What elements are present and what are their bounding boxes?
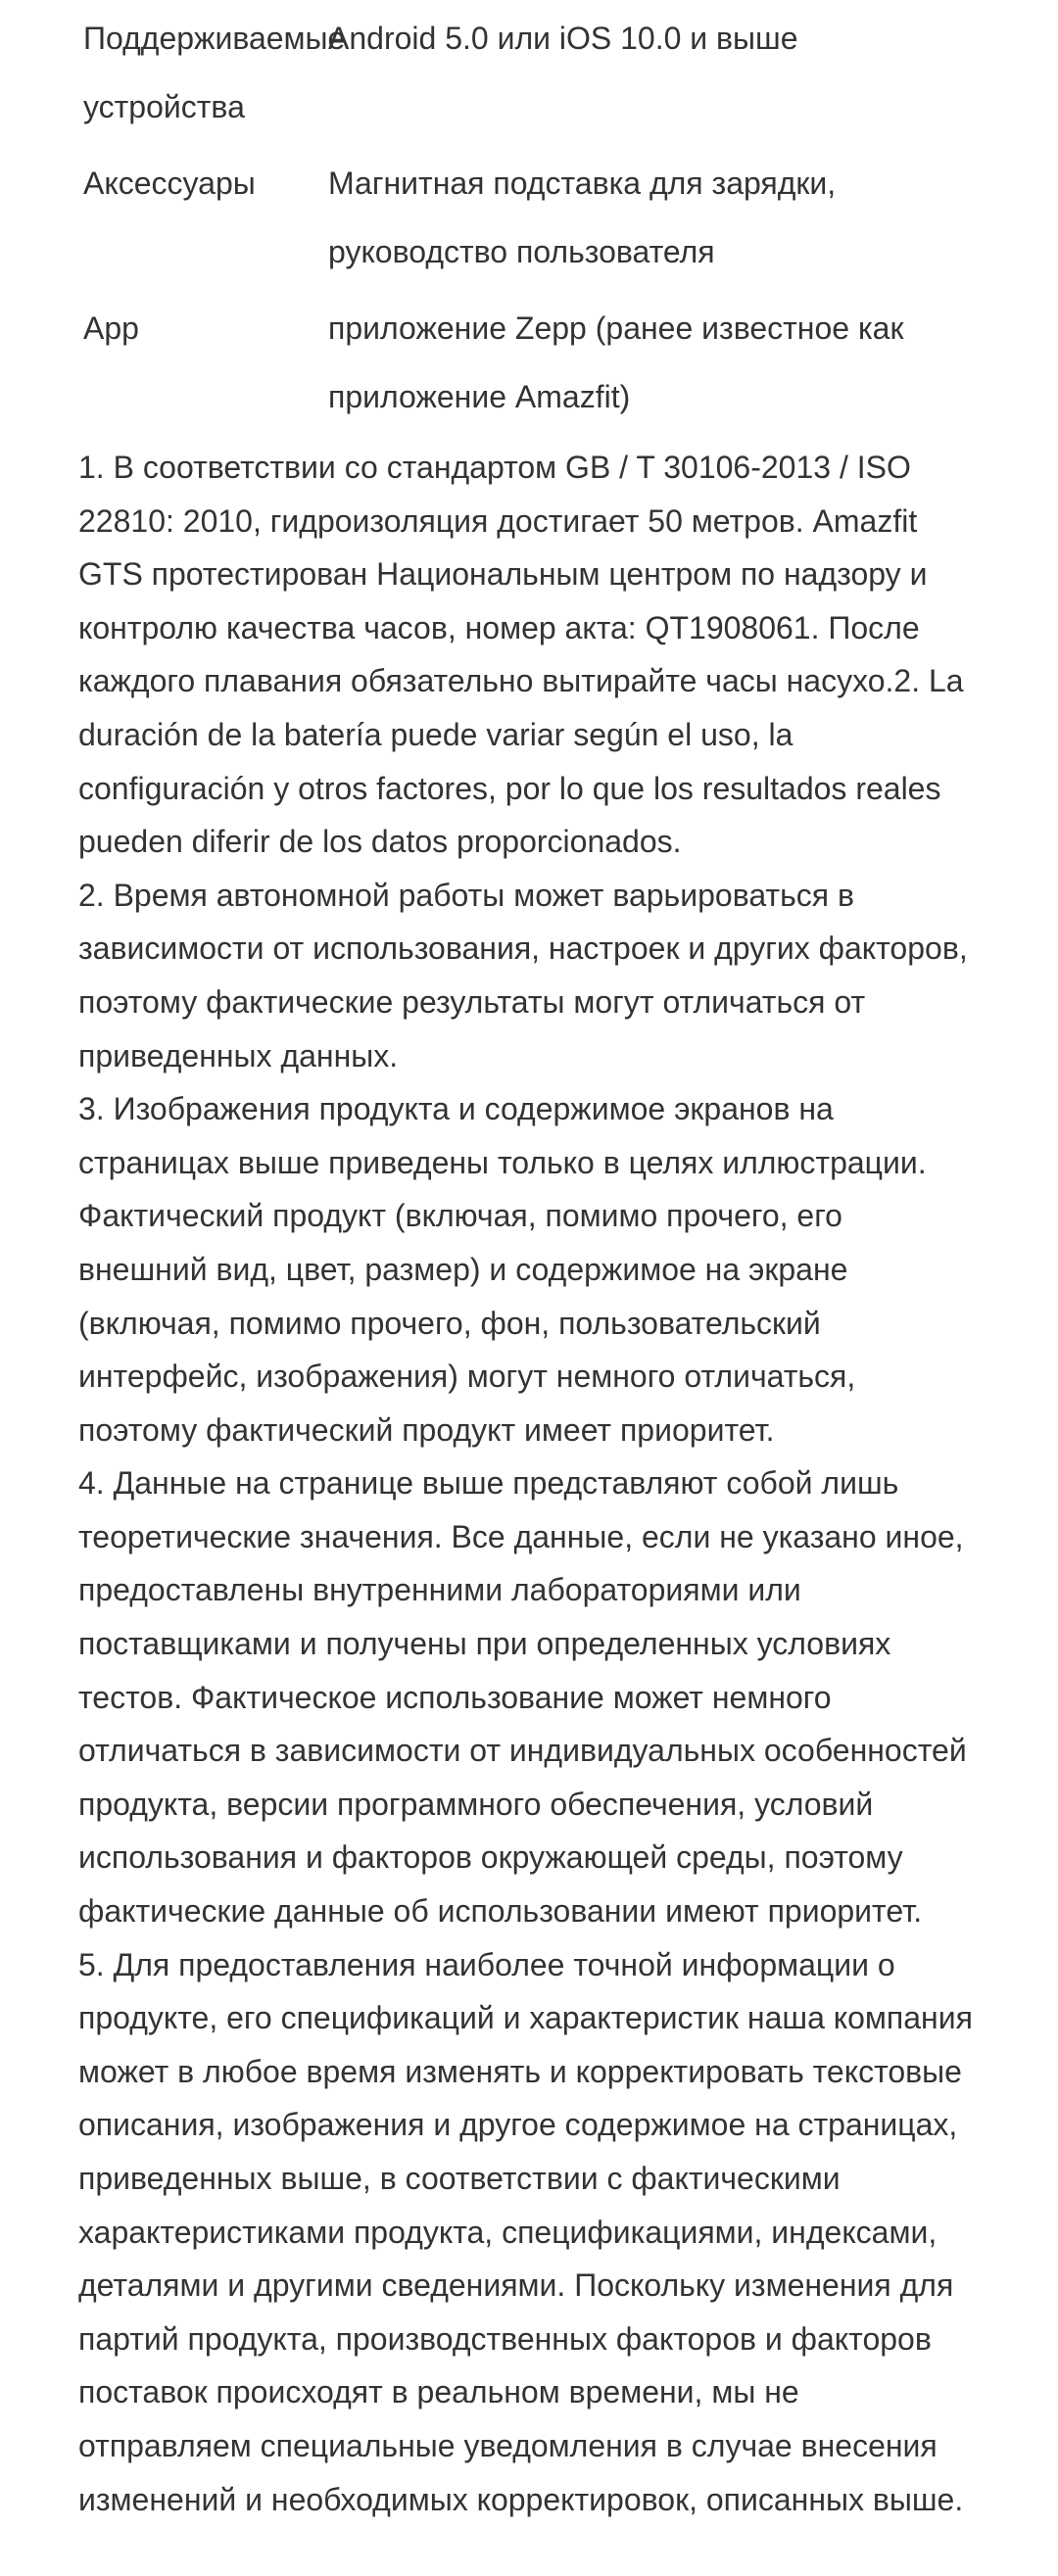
footnote-3: 3. Изображения продукта и содержимое экранов на страницах выше приведены только в целях иллюстрации. Фактический продукт (включая, помимо прочего, его внешний вид, цвет, размер) и содержимое на экране (включая, помимо прочего, фон, пользовательский интерфейс, изображения) могут немного отличаться, поэтому фактический продукт имеет приоритет. <box>78 1091 927 1448</box>
spec-row-accessories <box>83 149 985 286</box>
spec-label: Аксессуары <box>83 166 256 201</box>
footnote-5: 5. Для предоставления наиболее точной информации о продукте, его спецификаций и характеристик наша компания может в любое время изменять и корректировать текстовые описания, изображения и другое содержимое на страницах, приведенных выше, в соответствии с фактическими характеристиками продукта, спецификациями, индексами, деталями и другими сведениями. Поскольку изменения для партий продукта, производственных факторов и факторов поставок происходят в реальном времени, мы не отправляем специальные уведомления в случае внесения изменений и необходимых корректировок, описанных выше. <box>78 1946 973 2517</box>
footnote-1: 1. В соответствии со стандартом GB / T 30106-2013 / ISO 22810: 2010, гидроизоляция достигает 50 метров. Amazfit GTS протестирован Национальным центром по надзору и контролю качества часов, номер акта: QT1908061. После каждого плавания обязательно вытирайте часы насухо.2. La duración de la batería puede variar según el uso, la configuración y otros factores, por lo que los resultados reales pueden diferir de los datos proporcionados. <box>78 450 964 860</box>
footnotes <box>78 441 980 2526</box>
spec-value: Android 5.0 или iOS 10.0 и выше <box>328 21 798 56</box>
spec-label: App <box>83 310 139 346</box>
spec-value: приложение Zepp (ранее известное как приложение Amazfit) <box>328 310 904 414</box>
spec-row-supported-devices <box>83 4 985 141</box>
spec-value: Магнитная подставка для зарядки, руководство пользователя <box>328 166 837 269</box>
product-spec-page <box>0 4 1058 2576</box>
footnote-4: 4. Данные на странице выше представляют собой лишь теоретические значения. Все данные, если не указано иное, предоставлены внутренними лабораториями или поставщиками и получены при определенных условиях тестов. Фактическое использование может немного отличаться в зависимости от индивидуальных особенностей продукта, версии программного обеспечения, условий использования и факторов окружающей среды, поэтому фактические данные об использовании имеют приоритет. <box>78 1465 967 1930</box>
spec-row-app <box>83 294 985 431</box>
footnote-2: 2. Время автономной работы может варьироваться в зависимости от использования, настроек и других факторов, поэтому фактические результаты могут отличаться от приведенных данных. <box>78 877 968 1073</box>
spec-label: Поддерживаемые устройства <box>83 21 346 124</box>
spec-table <box>83 4 985 431</box>
